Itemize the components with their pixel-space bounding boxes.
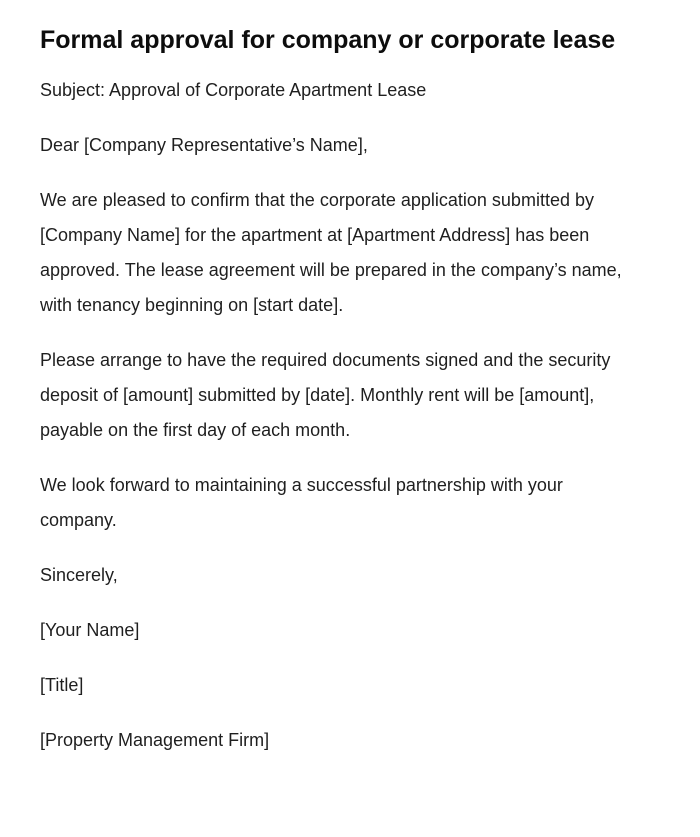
signature-title-line: [Title]: [40, 675, 84, 695]
body-paragraph-approval: We are pleased to confirm that the corporate application submitted by [Company Name] for the apartment at [Apartment Address] has been approved. The lease agreement will be prepared in the company’s name, with tenancy beginning on [start date].: [40, 190, 622, 315]
body-paragraph-deposit: Please arrange to have the required documents signed and the security deposit of [amount] submitted by [date]. Monthly rent will be [amount], payable on the first day of each month.: [40, 350, 611, 440]
salutation-line: Dear [Company Representative’s Name],: [40, 135, 368, 155]
body-paragraph-partnership: We look forward to maintaining a successful partnership with your company.: [40, 475, 563, 530]
closing-line: Sincerely,: [40, 565, 118, 585]
signature-firm-line: [Property Management Firm]: [40, 730, 270, 750]
signature-name-line: [Your Name]: [40, 620, 140, 640]
subject-line: Subject: Approval of Corporate Apartment Lease: [40, 80, 427, 100]
page-title: Formal approval for company or corporate lease: [40, 26, 616, 54]
